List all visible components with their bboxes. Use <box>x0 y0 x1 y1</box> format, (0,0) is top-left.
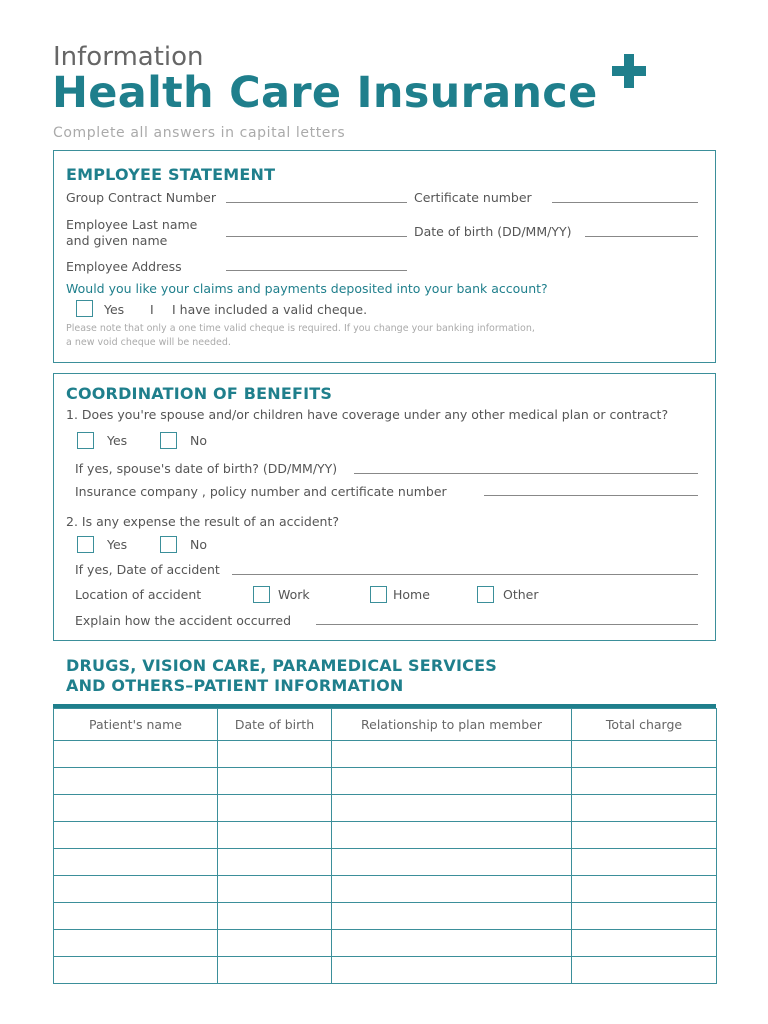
date-of-birth-cell[interactable] <box>218 741 332 768</box>
table-row <box>54 930 717 957</box>
location-other-label: Other <box>503 587 539 602</box>
date-of-birth-cell[interactable] <box>218 903 332 930</box>
employee-dob-field[interactable] <box>585 236 698 237</box>
relationship-cell[interactable] <box>332 822 572 849</box>
total-charge-cell[interactable] <box>572 957 717 984</box>
coverage-yes-checkbox[interactable] <box>77 432 94 449</box>
relationship-cell[interactable] <box>332 849 572 876</box>
accident-no-checkbox[interactable] <box>160 536 177 553</box>
last-name-label-line1: Employee Last name <box>66 217 198 232</box>
accident-no-label: No <box>190 537 207 552</box>
total-charge-cell[interactable] <box>572 822 717 849</box>
total-charge-cell[interactable] <box>572 849 717 876</box>
col-total-charge: Total charge <box>572 709 717 741</box>
patient-name-cell[interactable] <box>54 768 218 795</box>
date-of-birth-cell[interactable] <box>218 957 332 984</box>
table-row <box>54 903 717 930</box>
accident-date-field[interactable] <box>232 574 698 575</box>
date-of-birth-cell[interactable] <box>218 795 332 822</box>
table-row <box>54 822 717 849</box>
coverage-no-label: No <box>190 433 207 448</box>
col-patient-name: Patient's name <box>54 709 218 741</box>
accident-date-label: If yes, Date of accident <box>75 562 220 577</box>
bank-deposit-yes-checkbox[interactable] <box>76 300 93 317</box>
spouse-dob-field[interactable] <box>354 473 698 474</box>
table-row <box>54 957 717 984</box>
patient-name-cell[interactable] <box>54 849 218 876</box>
total-charge-cell[interactable] <box>572 876 717 903</box>
relationship-cell[interactable] <box>332 768 572 795</box>
total-charge-cell[interactable] <box>572 741 717 768</box>
last-name-field[interactable] <box>226 236 407 237</box>
location-other-checkbox[interactable] <box>477 586 494 603</box>
table-row <box>54 849 717 876</box>
coverage-question: 1. Does you're spouse and/or children have coverage under any other medical plan or contract? <box>66 407 669 422</box>
location-work-checkbox[interactable] <box>253 586 270 603</box>
certificate-field[interactable] <box>552 202 698 203</box>
bank-deposit-question: Would you like your claims and payments deposited into your bank account? <box>66 281 548 296</box>
date-of-birth-cell[interactable] <box>218 876 332 903</box>
drugs-heading <box>66 656 497 696</box>
total-charge-cell[interactable] <box>572 930 717 957</box>
coordination-heading: COORDINATION OF BENEFITS <box>66 384 333 403</box>
patient-name-cell[interactable] <box>54 903 218 930</box>
form-subtitle: Complete all answers in capital letters <box>53 125 346 141</box>
date-of-birth-cell[interactable] <box>218 768 332 795</box>
location-home-label: Home <box>393 587 430 602</box>
relationship-cell[interactable] <box>332 930 572 957</box>
col-relationship: Relationship to plan member <box>332 709 572 741</box>
accident-explain-field[interactable] <box>316 624 698 625</box>
relationship-cell[interactable] <box>332 957 572 984</box>
location-home-checkbox[interactable] <box>370 586 387 603</box>
accident-explain-label: Explain how the accident occurred <box>75 613 292 628</box>
cheque-note-line2: a new void cheque will be needed. <box>66 337 231 348</box>
date-of-birth-cell[interactable] <box>218 822 332 849</box>
relationship-cell[interactable] <box>332 741 572 768</box>
table-row <box>54 768 717 795</box>
coverage-yes-label: Yes <box>107 433 128 448</box>
bank-deposit-yes-label: Yes <box>104 302 125 317</box>
group-contract-field[interactable] <box>226 202 407 203</box>
relationship-cell[interactable] <box>332 876 572 903</box>
accident-question: 2. Is any expense the result of an accident? <box>66 514 339 529</box>
patient-name-cell[interactable] <box>54 930 218 957</box>
insurance-label: Insurance company , policy number and certificate number <box>75 484 447 499</box>
certificate-label: Certificate number <box>414 190 532 205</box>
table-row <box>54 741 717 768</box>
address-field[interactable] <box>226 270 407 271</box>
drugs-heading-line2: AND OTHERS–PATIENT INFORMATION <box>66 676 404 695</box>
form-pretitle: Information <box>53 42 204 72</box>
accident-location-label: Location of accident <box>75 587 202 602</box>
patient-name-cell[interactable] <box>54 741 218 768</box>
patient-name-cell[interactable] <box>54 876 218 903</box>
total-charge-cell[interactable] <box>572 795 717 822</box>
form-title: Health Care Insurance <box>52 68 598 118</box>
drugs-heading-line1: DRUGS, VISION CARE, PARAMEDICAL SERVICES <box>66 656 497 675</box>
relationship-cell[interactable] <box>332 903 572 930</box>
total-charge-cell[interactable] <box>572 903 717 930</box>
relationship-cell[interactable] <box>332 795 572 822</box>
accident-yes-label: Yes <box>107 537 128 552</box>
address-label: Employee Address <box>66 259 182 274</box>
location-work-label: Work <box>278 587 310 602</box>
patient-name-cell[interactable] <box>54 957 218 984</box>
spouse-dob-label: If yes, spouse's date of birth? (DD/MM/YY) <box>75 461 338 476</box>
group-contract-label: Group Contract Number <box>66 190 216 205</box>
coverage-no-checkbox[interactable] <box>160 432 177 449</box>
cheque-note-line1: Please note that only a one time valid cheque is required. If you change your banking information, <box>66 323 535 334</box>
table-row <box>54 795 717 822</box>
employee-dob-label: Date of birth (DD/MM/YY) <box>414 224 572 239</box>
employee-statement-heading: EMPLOYEE STATEMENT <box>66 165 276 184</box>
date-of-birth-cell[interactable] <box>218 849 332 876</box>
col-date-of-birth: Date of birth <box>218 709 332 741</box>
last-name-label-line2: and given name <box>66 233 168 248</box>
cheque-label: I have included a valid cheque. <box>172 302 368 317</box>
insurance-field[interactable] <box>484 495 698 496</box>
table-row <box>54 876 717 903</box>
patient-name-cell[interactable] <box>54 822 218 849</box>
patient-name-cell[interactable] <box>54 795 218 822</box>
patient-table <box>53 704 716 983</box>
date-of-birth-cell[interactable] <box>218 930 332 957</box>
accident-yes-checkbox[interactable] <box>77 536 94 553</box>
medical-plus-icon <box>612 54 646 88</box>
table-header-row <box>54 709 717 741</box>
total-charge-cell[interactable] <box>572 768 717 795</box>
separator: I <box>150 302 154 317</box>
